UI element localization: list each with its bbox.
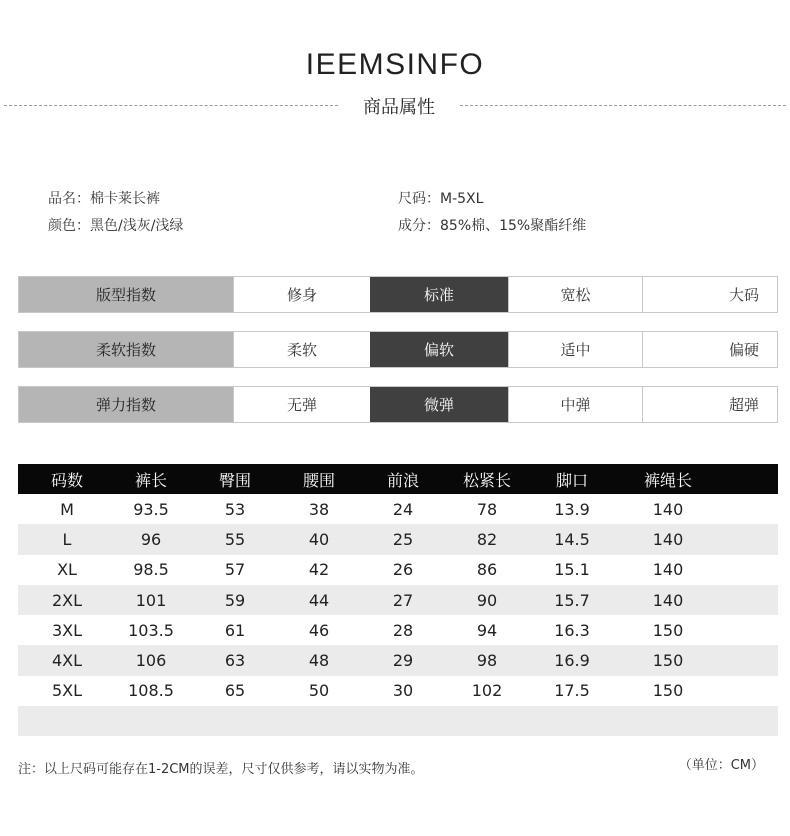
table-cell: 55 bbox=[224, 529, 246, 549]
table-cell: 150 bbox=[652, 651, 684, 671]
softness-option-medium: 适中 bbox=[508, 332, 642, 367]
table-cell: 86 bbox=[476, 560, 498, 580]
table-cell: 82 bbox=[476, 529, 498, 549]
table-cell: 59 bbox=[224, 590, 246, 610]
attribute-name-value: 棉卡莱长裤 bbox=[90, 191, 160, 207]
table-cell: 15.1 bbox=[554, 560, 590, 580]
table-cell: 101 bbox=[135, 590, 167, 610]
table-cell: 13.9 bbox=[554, 499, 590, 519]
table-row bbox=[18, 585, 778, 615]
table-cell: 61 bbox=[224, 620, 246, 640]
attribute-name-label: 品名： bbox=[48, 191, 90, 207]
table-cell: XL bbox=[57, 560, 77, 580]
fit-option-loose: 宽松 bbox=[508, 277, 642, 312]
softness-option-hard: 偏硬 bbox=[642, 332, 777, 367]
table-cell: 46 bbox=[308, 620, 330, 640]
table-cell: 98 bbox=[476, 651, 498, 671]
table-cell: 106 bbox=[135, 651, 167, 671]
table-cell: 96 bbox=[140, 529, 162, 549]
attribute-size-value: M-5XL bbox=[440, 191, 484, 207]
softness-option-soft: 柔软 bbox=[233, 332, 370, 367]
fit-index-row bbox=[18, 276, 778, 313]
elasticity-option-slight: 微弹 bbox=[370, 387, 508, 422]
table-cell: 78 bbox=[476, 499, 498, 519]
table-cell: 50 bbox=[308, 681, 330, 701]
disclaimer-note: 注：以上尺码可能存在1-2CM的误差，尺寸仅供参考，请以实物为准。 bbox=[18, 762, 424, 777]
elasticity-index-label: 弹力指数 bbox=[19, 387, 233, 422]
table-cell: 4XL bbox=[51, 651, 83, 671]
size-table-header bbox=[18, 464, 778, 494]
table-row bbox=[18, 555, 778, 585]
table-cell: 16.3 bbox=[554, 620, 590, 640]
fit-index-label: 版型指数 bbox=[19, 277, 233, 312]
elasticity-option-super: 超弹 bbox=[642, 387, 777, 422]
table-cell: 28 bbox=[392, 620, 414, 640]
table-row bbox=[18, 645, 778, 675]
attribute-name bbox=[48, 188, 160, 208]
table-cell: 94 bbox=[476, 620, 498, 640]
fit-option-plus: 大码 bbox=[642, 277, 777, 312]
table-cell: 140 bbox=[652, 499, 684, 519]
attribute-size-label: 尺码： bbox=[398, 191, 440, 207]
attribute-material bbox=[398, 215, 586, 235]
header-length: 裤长 bbox=[134, 470, 167, 490]
table-row bbox=[18, 494, 778, 524]
header-drawstring-length: 裤绳长 bbox=[643, 470, 692, 490]
softness-index-label: 柔软指数 bbox=[19, 332, 233, 367]
fit-option-slim: 修身 bbox=[233, 277, 370, 312]
brand-title: IEEMSINFO bbox=[305, 48, 485, 81]
unit-note: （单位：CM） bbox=[678, 758, 764, 773]
table-cell: 93.5 bbox=[133, 499, 169, 519]
table-cell: 27 bbox=[392, 590, 414, 610]
table-cell: 44 bbox=[308, 590, 330, 610]
table-cell: 103.5 bbox=[128, 620, 174, 640]
table-cell: 14.5 bbox=[554, 529, 590, 549]
table-cell: 17.5 bbox=[554, 681, 590, 701]
table-cell: 5XL bbox=[51, 681, 83, 701]
softness-option-slightly-soft: 偏软 bbox=[370, 332, 508, 367]
header-hip: 臀围 bbox=[218, 470, 251, 490]
table-cell: 108.5 bbox=[128, 681, 174, 701]
table-cell: 63 bbox=[224, 651, 246, 671]
header-leg-opening: 脚口 bbox=[555, 470, 588, 490]
table-cell: 2XL bbox=[51, 590, 83, 610]
table-row bbox=[18, 676, 778, 706]
table-cell: 150 bbox=[652, 681, 684, 701]
header-elastic-length: 松紧长 bbox=[462, 470, 511, 490]
divider-left bbox=[4, 105, 338, 106]
section-subtitle: 商品属性 bbox=[363, 97, 435, 118]
size-table bbox=[18, 464, 778, 736]
attribute-color-label: 颜色： bbox=[48, 218, 90, 234]
table-cell: 30 bbox=[392, 681, 414, 701]
attribute-color bbox=[48, 215, 183, 235]
table-cell: 65 bbox=[224, 681, 246, 701]
table-cell: 24 bbox=[392, 499, 414, 519]
table-cell: 48 bbox=[308, 651, 330, 671]
divider-right bbox=[460, 105, 786, 106]
table-cell: 140 bbox=[652, 529, 684, 549]
table-cell: 3XL bbox=[51, 620, 83, 640]
table-cell: 140 bbox=[652, 560, 684, 580]
elasticity-option-medium: 中弹 bbox=[508, 387, 642, 422]
table-cell: 38 bbox=[308, 499, 330, 519]
table-cell: 26 bbox=[392, 560, 414, 580]
attribute-size bbox=[398, 188, 483, 208]
table-cell: L bbox=[62, 529, 72, 549]
table-cell: 140 bbox=[652, 590, 684, 610]
table-cell: 90 bbox=[476, 590, 498, 610]
table-row bbox=[18, 615, 778, 645]
attribute-material-label: 成分： bbox=[398, 218, 440, 234]
table-cell: 25 bbox=[392, 529, 414, 549]
table-cell: 40 bbox=[308, 529, 330, 549]
header-size: 码数 bbox=[50, 470, 83, 490]
attribute-color-value: 黑色/浅灰/浅绿 bbox=[90, 218, 184, 234]
table-cell: 53 bbox=[224, 499, 246, 519]
table-cell: 29 bbox=[392, 651, 414, 671]
elasticity-option-none: 无弹 bbox=[233, 387, 370, 422]
table-filler-row bbox=[18, 706, 778, 736]
table-cell: 57 bbox=[224, 560, 246, 580]
table-cell: 15.7 bbox=[554, 590, 590, 610]
fit-option-standard: 标准 bbox=[370, 277, 508, 312]
table-cell: 102 bbox=[471, 681, 503, 701]
table-row bbox=[18, 524, 778, 554]
table-cell: 42 bbox=[308, 560, 330, 580]
attribute-material-value: 85%棉、15%聚酯纤维 bbox=[440, 218, 587, 234]
table-cell: 16.9 bbox=[554, 651, 590, 671]
header-waist: 腰围 bbox=[302, 470, 335, 490]
elasticity-index-row bbox=[18, 386, 778, 423]
table-cell: 98.5 bbox=[133, 560, 169, 580]
softness-index-row bbox=[18, 331, 778, 368]
table-cell: M bbox=[60, 499, 74, 519]
table-cell: 150 bbox=[652, 620, 684, 640]
header-front-rise: 前浪 bbox=[386, 470, 419, 490]
